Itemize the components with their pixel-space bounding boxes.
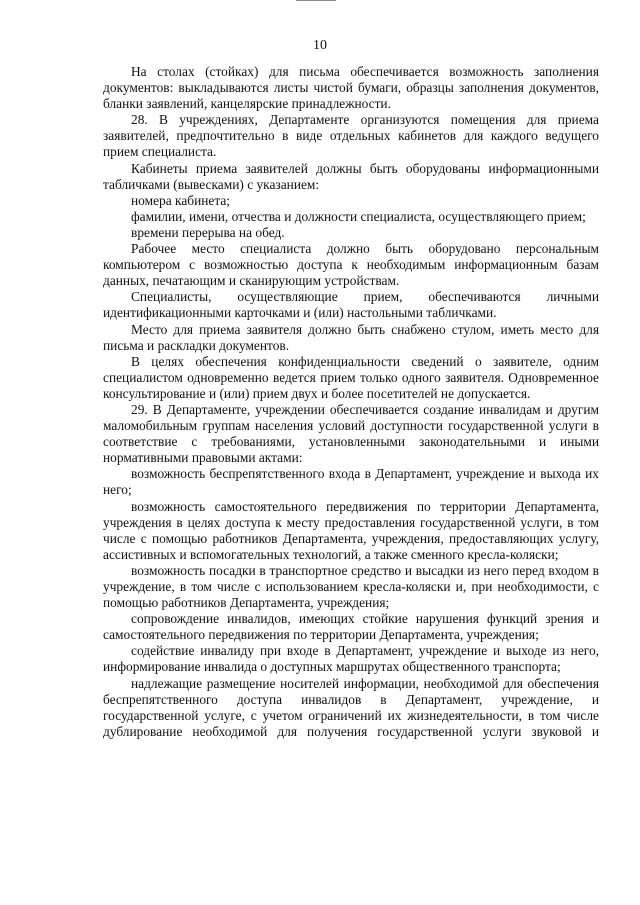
page-top-mark <box>296 0 336 4</box>
paragraph: времени перерыва на обед. <box>131 224 285 240</box>
document-body <box>103 64 599 740</box>
paragraph: В целях обеспечения конфиденциальности сведений о заявителе, одним специалистом одновременно ведется прием только одного заявителя. Одновременное консультирование и (или) прием двух и более посетителей не допускается. <box>103 353 599 401</box>
paragraph: сопровождение инвалидов, имеющих стойкие нарушения функций зрения и самостоятельного передвижения по территории Департамента, учреждения; <box>103 611 599 643</box>
paragraph: 29. В Департаменте, учреждении обеспечивается создание инвалидам и другим маломобильным группам населения условий доступности государственной услуги в соответствие с требованиями, установленными законодательными и иными нормативными правовыми актами: <box>103 401 599 466</box>
paragraph: Кабинеты приема заявителей должны быть оборудованы информационными табличками (вывесками) с указанием: <box>103 160 599 192</box>
paragraph: Специалисты, осуществляющие прием, обеспечиваются личными идентификационными карточками и (или) настольными табличками. <box>103 289 599 321</box>
paragraph: возможность самостоятельного передвижения по территории Департамента, учреждения в целях доступа к месту предоставления государственной услуги, в том числе с помощью работников Департамента, учреждения, предоставляющих услугу, ассистивных и вспомогательных технологий, а также сменного кресла-коляски; <box>103 498 599 562</box>
paragraph: возможность беспрепятственного входа в Департамент, учреждение и выхода их него; <box>103 466 599 498</box>
paragraph: содействие инвалиду при входе в Департамент, учреждение и выходе из него, информирование инвалида о доступных маршрутах общественного транспорта; <box>103 643 599 675</box>
paragraph: надлежащие размещение носителей информации, необходимой для обеспечения беспрепятственного доступа инвалидов в Департамент, учреждение, и государственной услуге, с учетом ограничений их жизнедеятельности, в том числе дублирование необходимой для получения государственной услуги звуковой и <box>103 675 599 739</box>
paragraph: фамилии, имени, отчества и должности специалиста, осуществляющего прием; <box>131 208 586 224</box>
paragraph: На столах (стойках) для письма обеспечивается возможность заполнения документов: выкладываются листы чистой бумаги, образцы заполнения документов, бланки заявлений, канцелярские принадлежности. <box>103 64 599 112</box>
paragraph: Рабочее место специалиста должно быть оборудовано персональным компьютером с возможностью доступа к необходимым информационным базам данных, печатающим и сканирующим устройствам. <box>103 241 599 289</box>
paragraph: возможность посадки в транспортное средство и высадки из него перед входом в учреждение, в том числе с использованием кресла-коляски и, при необходимости, с помощью работников Департамента, учреждения; <box>103 562 599 611</box>
page-number: 10 <box>313 38 327 53</box>
paragraph: 28. В учреждениях, Департаменте организуются помещения для приема заявителей, предпочтительно в виде отдельных кабинетов для каждого ведущего прием специалиста. <box>103 112 599 160</box>
paragraph: номера кабинета; <box>131 192 231 208</box>
paragraph: Место для приема заявителя должно быть снабжено стулом, иметь место для письма и раскладки документов. <box>103 321 599 353</box>
